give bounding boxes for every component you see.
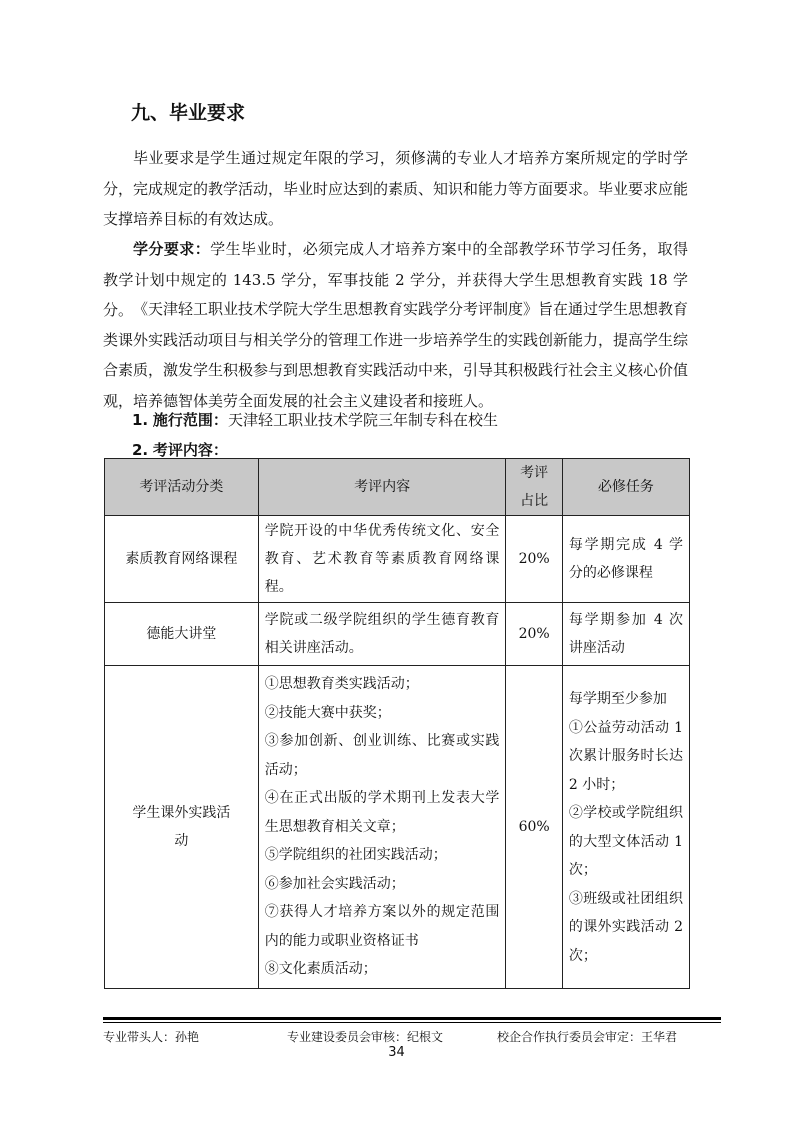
footer-committee: 专业建设委员会审核：纪根文 <box>287 1030 444 1044</box>
row-content-list <box>258 666 506 989</box>
task-list-item: ③班级或社团组织的课外实践活动 2 次； <box>568 890 683 964</box>
content-list-item: ①思想教育类实践活动； <box>264 676 419 693</box>
row-ratio: 60% <box>506 666 562 989</box>
page-number: 34 <box>388 1045 405 1060</box>
footer-school: 校企合作执行委员会审定：王华君 <box>497 1030 678 1044</box>
content-list-item: ⑤学院组织的社团实践活动； <box>264 847 447 864</box>
scope-text: 天津轻工职业技术学院三年制专科在校生 <box>227 411 498 429</box>
scope-item <box>132 405 498 435</box>
row-content: 学院或二级学院组织的学生德育教育相关讲座活动。 <box>258 603 506 666</box>
footer-rule-thin <box>103 1022 721 1023</box>
content-list-item: ⑦获得人才培养方案以外的规定范围内的能力或职业资格证书 <box>264 904 500 949</box>
section-heading: 九、毕业要求 <box>131 102 246 124</box>
evaluation-table <box>104 458 690 989</box>
table-row <box>105 603 690 666</box>
row-task-list <box>562 666 689 989</box>
row-category: 学生课外实践活动 <box>105 666 259 989</box>
header-ratio <box>506 459 562 516</box>
table-header-row <box>105 459 690 516</box>
header-ratio-line1: 考评 <box>520 465 549 481</box>
header-ratio-line2: 占比 <box>520 493 549 509</box>
header-content: 考评内容 <box>258 459 506 516</box>
row-category: 德能大讲堂 <box>105 603 259 666</box>
intro-paragraph: 毕业要求是学生通过规定年限的学习，须修满的专业人才培养方案所规定的学时学分，完成规定的教学活动，毕业时应达到的素质、知识和能力等方面要求。毕业要求应能支撑培养目标的有效达成。 <box>103 149 689 228</box>
row-task: 每学期完成 4 学分的必修课程 <box>562 516 689 603</box>
scope-number: 1. <box>132 411 149 429</box>
row-ratio: 20% <box>506 603 562 666</box>
footer-rule-thick <box>103 1017 721 1020</box>
content-list-item: ⑧文化素质活动； <box>264 961 377 978</box>
task-list-item: ②学校或学院组织的大型文体活动 1 次； <box>568 805 683 879</box>
footer-lead: 专业带头人：孙艳 <box>103 1030 200 1044</box>
credit-text: 学生毕业时，必须完成人才培养方案中的全部教学环节学习任务，取得教学计划中规定的 143.5 学分，军事技能 2 学分，并获得大学生思想教育实践 18 学分。 <box>103 240 688 319</box>
task-list-item: ①公益劳动活动 1 次累计服务时长达 2 小时； <box>568 719 683 793</box>
row-task: 每学期参加 4 次讲座活动 <box>562 603 689 666</box>
row-ratio: 20% <box>506 516 562 603</box>
content-list-item: ③参加创新、创业训练、比赛或实践活动； <box>264 733 500 778</box>
content-list-item: ②技能大赛中获奖； <box>264 704 391 721</box>
task-list-title: 每学期至少参加 <box>568 690 667 707</box>
content-list-item: ⑥参加社会实践活动； <box>264 875 405 892</box>
table-row <box>105 666 690 989</box>
content-title-label: 考评内容： <box>152 441 228 459</box>
scope-label: 施行范围： <box>152 411 228 429</box>
header-task: 必修任务 <box>562 459 689 516</box>
credit-label: 学分要求： <box>133 240 211 258</box>
row-content: 学院开设的中华优秀传统文化、安全教育、艺术教育等素质教育网络课程。 <box>258 516 506 603</box>
policy-paragraph: 《天津轻工职业技术学院大学生思想教育实践学分考评制度》旨在通过学生思想教育类课外实践活动项目与相关学分的管理工作进一步培养学生的实践创新能力，提高学生综合素质，激发学生积极参与到思想教育实践活动中来，引导其积极践行社会主义核心价值观，培养德智体美劳全面发展的社会主义建设者和接班人。 <box>103 300 689 410</box>
table-row <box>105 516 690 603</box>
content-list-item: ④在正式出版的学术期刊上发表大学生思想教育相关文章； <box>264 790 500 835</box>
header-category: 考评活动分类 <box>105 459 259 516</box>
content-title-number: 2. <box>132 441 149 459</box>
row-category: 素质教育网络课程 <box>105 516 259 603</box>
